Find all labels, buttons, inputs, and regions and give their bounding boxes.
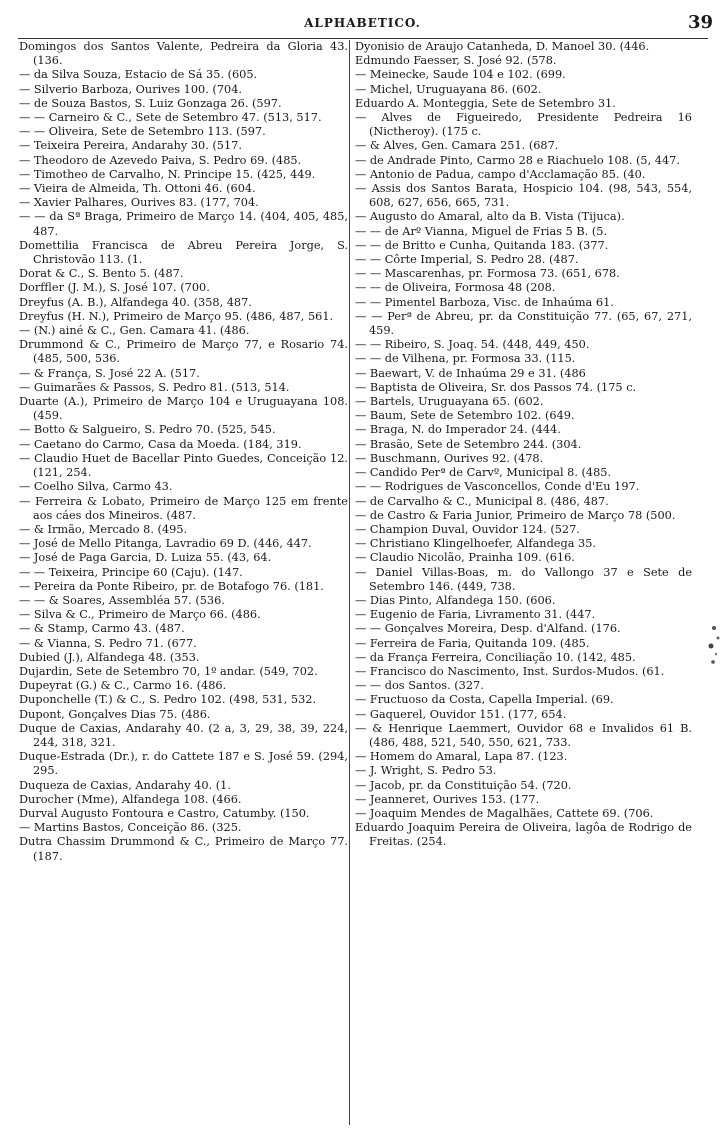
directory-entry: — Claudio Huet de Bacellar Pinto Guedes, Conceição 12. (121, 254. — [19, 451, 348, 480]
directory-entry: — Silverio Barboza, Ourives 100. (704. — [19, 82, 242, 96]
directory-entry: Domingos dos Santos Valente, Pedreira da Gloria 43. (136. — [19, 40, 348, 68]
directory-entry: — Buschmann, Ourives 92. (478. — [355, 451, 544, 465]
directory-entry: Dutra Chassim Drummond & C., Primeiro de Março 77. (187. — [19, 835, 348, 863]
directory-entry: — Baptista de Oliveira, Sr. dos Passos 74. (175 c. — [355, 380, 637, 394]
directory-entry: Duponchelle (T.) & C., S. Pedro 102. (498, 531, 532. — [19, 693, 317, 707]
directory-entry: — Botto & Salgueiro, S. Pedro 70. (525, 545. — [19, 423, 276, 437]
directory-entry: Dorffler (J. M.), S. José 107. (700. — [19, 281, 210, 295]
directory-entry: — — Côrte Imperial, S. Pedro 28. (487. — [355, 253, 579, 267]
directory-entry: — Jacob, pr. da Constituição 54. (720. — [355, 778, 572, 792]
directory-entry: Dreyfus (H. N.), Primeiro de Março 95. (486, 487, 561. — [19, 309, 334, 323]
directory-entry: Dreyfus (A. B.), Alfandega 40. (358, 487. — [19, 295, 252, 309]
directory-entry: — José de Paga Garcia, D. Luiza 55. (43, 64. — [19, 551, 272, 565]
directory-entry: — Martins Bastos, Conceição 86. (325. — [19, 821, 242, 835]
directory-entry: — & Vianna, S. Pedro 71. (677. — [19, 636, 197, 650]
directory-entry: Durval Augusto Fontoura e Castro, Catumby. (150. — [19, 806, 310, 820]
running-title: ALPHABETICO. — [304, 16, 421, 30]
directory-entry: — Baewart, V. de Inhaúma 29 e 31. (486 — [355, 366, 586, 380]
directory-entry: — (N.) ainé & C., Gen. Camara 41. (486. — [19, 324, 250, 338]
directory-entry: — — Mascarenhas, pr. Formosa 73. (651, 678. — [355, 267, 620, 281]
directory-entry: — Baum, Sete de Setembro 102. (649. — [355, 409, 575, 423]
directory-entry: Dujardin, Sete de Setembro 70, 1º andar. (549, 702. — [19, 664, 318, 678]
column-divider — [349, 40, 350, 1125]
directory-entry: — José de Mello Pitanga, Lavradio 69 D. (446, 447. — [19, 537, 312, 551]
directory-entry: — da Silva Souza, Estacio de Sá 35. (605. — [19, 68, 258, 82]
directory-entry: — Braga, N. do Imperador 24. (444. — [355, 423, 561, 437]
left-column — [19, 40, 348, 1125]
directory-entry: — Theodoro de Azevedo Paiva, S. Pedro 69. (485. — [19, 153, 302, 167]
directory-entry: — Christiano Klingelhoefer, Alfandega 35. — [355, 537, 597, 551]
directory-entry: — Champion Duval, Ouvidor 124. (527. — [355, 522, 580, 536]
page-number: 39 — [687, 12, 713, 33]
directory-entry: — — da Sª Braga, Primeiro de Março 14. (404, 405, 485, 487. — [19, 210, 348, 238]
directory-entry: — — Pimentel Barboza, Visc. de Inhaúma 61. — [355, 295, 614, 309]
right-column — [355, 40, 692, 1125]
directory-entry: Drummond & C., Primeiro de Março 77, e Rosario 74. (485, 500, 536. — [19, 338, 348, 366]
directory-entry: — — Rodrigues de Vasconcellos, Conde d'Eu 197. — [355, 480, 640, 494]
directory-entry: — de Castro & Faria Junior, Primeiro de Março 78 (500. — [355, 508, 676, 522]
page-stain-mark — [705, 620, 723, 670]
directory-entry: — — & Soares, Assembléa 57. (536. — [19, 593, 225, 607]
directory-entry: Dupeyrat (G.) & C., Carmo 16. (486. — [19, 679, 227, 693]
directory-entry: — Silva & C., Primeiro de Março 66. (486. — [19, 608, 261, 622]
directory-entry: — Bartels, Uruguayana 65. (602. — [355, 395, 544, 409]
directory-entry: — Joaquim Mendes de Magalhães, Cattete 69. (706. — [355, 806, 654, 820]
directory-entry: — Meinecke, Saude 104 e 102. (699. — [355, 68, 566, 82]
directory-entry: Duque de Caxias, Andarahy 40. (2 a, 3, 29, 38, 39, 224, 244, 318, 321. — [19, 721, 348, 749]
directory-entry: — Augusto do Amaral, alto da B. Vista (Tijuca). — [355, 210, 625, 224]
directory-entry: — & Henrique Laemmert, Ouvidor 68 e Invalidos 61 B. (486, 488, 521, 540, 550, 621, 733. — [355, 721, 692, 749]
directory-entry: — J. Wright, S. Pedro 53. — [355, 764, 497, 778]
directory-entry: — Gaquerel, Ouvidor 151. (177, 654. — [355, 707, 567, 721]
directory-entry: — — de Arº Vianna, Miguel de Frias 5 B. (5. — [355, 224, 608, 238]
directory-entry: — — Teixeira, Principe 60 (Caju). (147. — [19, 565, 243, 579]
directory-entry: — Daniel Villas-Boas, m. do Vallongo 37 e Sete de Setembro 146. (449, 738. — [355, 565, 692, 593]
directory-entry: Dupont, Gonçalves Dias 75. (486. — [19, 707, 211, 721]
header-rule — [18, 38, 708, 39]
directory-entry: — Ferreira & Lobato, Primeiro de Março 125 em frente aos cáes dos Mineiros. (487. — [19, 494, 348, 522]
directory-entry: Durocher (Mme), Alfandega 108. (466. — [19, 792, 242, 806]
directory-entry: — Assis dos Santos Barata, Hospicio 104. (98, 543, 554, 608, 627, 656, 665, 731. — [355, 182, 692, 210]
directory-entry: — Vieira de Almeida, Th. Ottoni 46. (604. — [19, 182, 256, 196]
directory-entry: — Coelho Silva, Carmo 43. — [19, 480, 173, 494]
directory-entry: — da França Ferreira, Conciliação 10. (142, 485. — [355, 650, 636, 664]
directory-entry: — — dos Santos. (327. — [355, 679, 484, 693]
directory-entry: Domettilia Francisca de Abreu Pereira Jorge, S. Christovão 113. (1. — [19, 238, 348, 267]
directory-entry: Dorat & C., S. Bento 5. (487. — [19, 267, 184, 281]
directory-entry: — & Stamp, Carmo 43. (487. — [19, 622, 185, 636]
directory-entry: — Jeanneret, Ourives 153. (177. — [355, 792, 540, 806]
directory-entry: — — Oliveira, Sete de Setembro 113. (597. — [19, 125, 266, 139]
directory-entry: — Dias Pinto, Alfandega 150. (606. — [355, 593, 556, 607]
directory-entry: — Teixeira Pereira, Andarahy 30. (517. — [19, 139, 242, 153]
directory-entry: — Caetano do Carmo, Casa da Moeda. (184, 319. — [19, 437, 302, 451]
directory-entry: — — Gonçalves Moreira, Desp. d'Alfand. (176. — [355, 622, 621, 636]
directory-entry: — Pereira da Ponte Ribeiro, pr. de Botafogo 76. (181. — [19, 579, 324, 593]
directory-entry: — — de Britto e Cunha, Quitanda 183. (377. — [355, 238, 609, 252]
directory-entry: — Alves de Figueiredo, Presidente Pedreira 16 (Nictheroy). (175 c. — [355, 111, 692, 139]
directory-entry: — Homem do Amaral, Lapa 87. (123. — [355, 750, 568, 764]
directory-entry: — de Souza Bastos, S. Luiz Gonzaga 26. (597. — [19, 96, 282, 110]
directory-entry: — Brasão, Sete de Setembro 244. (304. — [355, 437, 582, 451]
directory-entry: — & Alves, Gen. Camara 251. (687. — [355, 139, 559, 153]
directory-entry: — — Ribeiro, S. Joaq. 54. (448, 449, 450. — [355, 338, 590, 352]
directory-entry: Duarte (A.), Primeiro de Março 104 e Uruguayana 108. (459. — [19, 395, 348, 423]
directory-entry: — Ferreira de Faria, Quitanda 109. (485. — [355, 636, 590, 650]
directory-entry: — Francisco do Nascimento, Inst. Surdos-Mudos. (61. — [355, 664, 665, 678]
directory-entry: — — de Oliveira, Formosa 48 (208. — [355, 281, 556, 295]
directory-entry: — Antonio de Padua, campo d'Acclamação 85. (40. — [355, 167, 646, 181]
directory-entry: — Fructuoso da Costa, Capella Imperial. (69. — [355, 693, 614, 707]
directory-entry: Dubied (J.), Alfandega 48. (353. — [19, 650, 200, 664]
directory-entry: — Candido Perª de Carvº, Municipal 8. (485. — [355, 466, 612, 480]
directory-entry: Eduardo A. Monteggia, Sete de Setembro 31. — [355, 96, 616, 110]
directory-entry: — Xavier Palhares, Ourives 83. (177, 704. — [19, 196, 259, 210]
directory-entry: Duque-Estrada (Dr.), r. do Cattete 187 e S. José 59. (294, 295. — [19, 750, 348, 778]
directory-entry: — Claudio Nicolão, Prainha 109. (616. — [355, 551, 575, 565]
directory-entry: Dyonisio de Araujo Catanheda, D. Manoel 30. (446. — [355, 40, 650, 53]
directory-entry: — Guimarães & Passos, S. Pedro 81. (513, 514. — [19, 380, 290, 394]
directory-entry: — Eugenio de Faria, Livramento 31. (447. — [355, 608, 596, 622]
directory-entry: — Michel, Uruguayana 86. (602. — [355, 82, 542, 96]
directory-entry: Duqueza de Caxias, Andarahy 40. (1. — [19, 778, 231, 792]
directory-entry: — Timotheo de Carvalho, N. Principe 15. (425, 449. — [19, 167, 316, 181]
directory-entry: — de Andrade Pinto, Carmo 28 e Riachuelo 108. (5, 447. — [355, 153, 680, 167]
directory-entry: — & França, S. José 22 A. (517. — [19, 366, 200, 380]
page-header — [0, 12, 725, 38]
directory-entry: Eduardo Joaquim Pereira de Oliveira, lagôa de Rodrigo de Freitas. (254. — [355, 821, 692, 849]
directory-entry: — de Carvalho & C., Municipal 8. (486, 487. — [355, 494, 609, 508]
directory-entry: — & Irmão, Mercado 8. (495. — [19, 522, 188, 536]
directory-entry: — — de Vilhena, pr. Formosa 33. (115. — [355, 352, 576, 366]
directory-entry: Edmundo Faesser, S. José 92. (578. — [355, 54, 557, 68]
directory-entry: — — Perª de Abreu, pr. da Constituição 77. (65, 67, 271, 459. — [355, 309, 692, 338]
directory-entry: — — Carneiro & C., Sete de Setembro 47. (513, 517. — [19, 111, 322, 125]
